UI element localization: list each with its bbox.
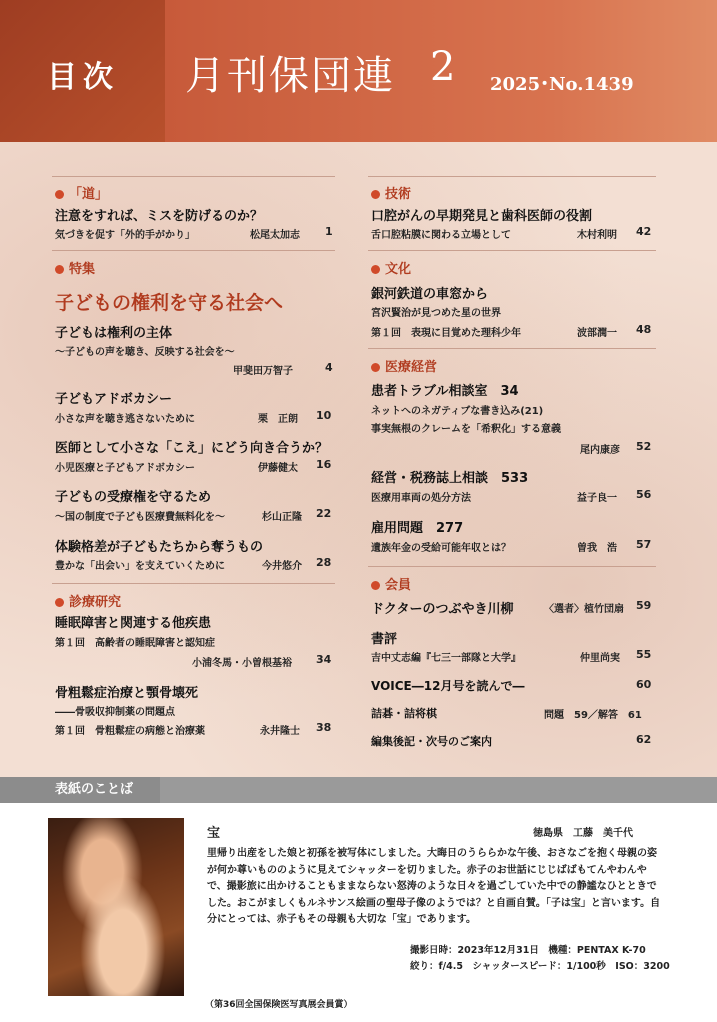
article-title[interactable]: 注意をすれば、ミスを防げるのか？ — [55, 209, 264, 224]
article-title[interactable]: 睡眠障害と関連する他疾患 — [55, 616, 212, 631]
section-divider — [52, 176, 335, 177]
article-title[interactable]: 口腔がんの早期発見と歯科医師の役割 — [371, 209, 593, 224]
photo-meta: 絞り：f/4.5 シャッタースピード：1/100秒 ISO：3200 — [410, 961, 670, 972]
bullet-icon — [55, 265, 64, 274]
section-label: 医療経営 — [385, 360, 438, 375]
article-subtitle: 医療用車両の処分方法 — [371, 493, 471, 504]
article-author: 甲斐田万智子 — [233, 366, 293, 377]
article-author: 木村利明 — [577, 230, 617, 241]
page-number: 1 — [325, 225, 333, 238]
article-title[interactable]: ドクターのつぶやき川柳 — [371, 602, 514, 617]
article-title[interactable]: 雇用問題 277 — [371, 521, 464, 536]
issue-month: 2 — [430, 44, 456, 90]
article-author: 伊藤健太 — [258, 463, 298, 474]
article-subtitle: ――骨吸収抑制薬の問題点 — [55, 707, 175, 718]
page-number: 4 — [325, 361, 333, 374]
article-author: 松尾太加志 — [250, 230, 300, 241]
cover-section-bar — [0, 777, 717, 803]
article-subtitle: ネットへのネガティブな書き込み(21) — [371, 406, 544, 417]
award-note: （第36回全国保険医写真展会員賞） — [205, 1000, 353, 1010]
section-label: 技術 — [385, 187, 412, 202]
section-divider — [368, 566, 656, 567]
article-subtitle: 第１回 高齢者の睡眠障害と認知症 — [55, 638, 215, 649]
page-number: 52 — [636, 440, 652, 453]
article-author: 波部潤一 — [577, 328, 617, 339]
article-title[interactable]: 患者トラブル相談室 34 — [371, 384, 519, 399]
article-subtitle: 遺族年金の受給可能年収とは？ — [371, 543, 511, 554]
section-label: 会員 — [385, 578, 412, 593]
feature-title: 子どもの権利を守る社会へ — [55, 292, 284, 314]
article-author: 益子良一 — [577, 493, 617, 504]
page-number: 56 — [636, 488, 652, 501]
article-title[interactable]: 体験格差が子どもたちから奪うもの — [55, 540, 264, 555]
article-author: 杉山正隆 — [262, 512, 302, 523]
photo-meta: 撮影日時：2023年12月31日 機種：PENTAX K-70 — [410, 945, 646, 956]
bullet-icon — [371, 581, 380, 590]
article-title[interactable]: 骨粗鬆症治療と顎骨壊死 — [55, 686, 199, 701]
section-divider — [52, 583, 335, 584]
article-subtitle: 吉中丈志編『七三一部隊と大学』 — [371, 653, 521, 664]
section-divider — [368, 348, 656, 349]
page-number: 34 — [316, 653, 332, 666]
article-title[interactable]: 経営・税務誌上相談 533 — [371, 471, 529, 486]
page-number: 10 — [316, 409, 332, 422]
page-number: 59 — [636, 599, 652, 612]
article-author: 曽我 浩 — [577, 543, 617, 554]
article-subtitle: ～国の制度で子ども医療費無料化を～ — [55, 512, 225, 523]
article-subtitle: 気づきを促す「外的手がかり」 — [55, 230, 195, 241]
bullet-icon — [371, 190, 380, 199]
article-author: 仲里尚実 — [580, 653, 620, 664]
page-number: 55 — [636, 648, 652, 661]
article-title[interactable]: 医師として小さな「こえ」にどう向き合うか？ — [55, 441, 329, 456]
article-author: 〈選者〉植竹団扇 — [544, 604, 624, 615]
cover-author: 徳島県 工藤 美千代 — [533, 828, 633, 839]
cover-photo — [48, 818, 184, 996]
article-title[interactable]: 書評 — [371, 632, 398, 647]
cover-description: 里帰り出産をした娘と初孫を被写体にしました。大晦日のうららかな午後、おさなごを抱く母親の姿が何か尊いもののように見えてシャッターを切りました。赤子のお世話にじじばばもてんやわんやで、撮影旅に出かけることもままならない怒涛のような日々を過ごしていた中での静謐なひとときでした。おこがましくもルネサンス絵画の聖母子像のようでは？と自画自賛。「子は宝」と言います。自分にとっては、赤子もその母親も大切な「宝」であります。 — [207, 848, 661, 925]
section-kaiin — [371, 574, 411, 593]
article-title[interactable]: 子どもは権利の主体 — [55, 326, 173, 341]
section-label: 診療研究 — [69, 595, 122, 610]
section-label: 特集 — [69, 262, 96, 277]
article-author: 尾内康彦 — [580, 445, 620, 456]
article-author: 小浦冬馬・小曽根基裕 — [192, 658, 292, 669]
article-title[interactable]: 子どもアドボカシー — [55, 392, 173, 407]
article-subtitle: 第１回 骨粗鬆症の病態と治療薬 — [55, 726, 205, 737]
article-pages: 問題 59／解答 61 — [544, 710, 642, 721]
article-subtitle: 小児医療と子どもアドボカシー — [55, 463, 195, 474]
magazine-title: 月刊保団連 — [185, 53, 395, 99]
section-divider — [368, 176, 656, 177]
article-subtitle: ～子どもの声を聴き、反映する社会を～ — [55, 347, 235, 358]
section-michi — [55, 183, 108, 202]
cover-section-label: 表紙のことば — [0, 777, 160, 803]
bullet-icon — [55, 190, 64, 199]
article-title[interactable]: 詰碁・詰将棋 — [371, 707, 437, 720]
page-number: 57 — [636, 538, 652, 551]
contents-heading: 目次 — [47, 60, 119, 95]
page-number: 48 — [636, 323, 652, 336]
section-gijutsu — [371, 183, 411, 202]
article-author: 今井悠介 — [262, 561, 302, 572]
bullet-icon — [55, 598, 64, 607]
page-number: 60 — [636, 678, 652, 691]
article-subtitle: 宮沢賢治が見つめた星の世界 — [371, 308, 501, 319]
section-label: 文化 — [385, 262, 412, 277]
article-subtitle: 舌口腔粘膜に関わる立場として — [371, 230, 511, 241]
section-iryo — [371, 356, 437, 375]
page-number: 42 — [636, 225, 652, 238]
section-divider — [52, 250, 335, 251]
article-title[interactable]: 編集後記・次号のご案内 — [371, 735, 492, 748]
section-tokushu — [55, 258, 95, 277]
article-subtitle: 第１回 表現に目覚めた理科少年 — [371, 328, 521, 339]
article-title[interactable]: 子どもの受療権を守るため — [55, 490, 212, 505]
article-title[interactable]: 銀河鉄道の車窓から — [371, 287, 489, 302]
issue-number: 2025･No.1439 — [490, 74, 634, 95]
article-author: 栗 正朗 — [258, 414, 298, 425]
section-bunka — [371, 258, 411, 277]
article-title[interactable]: VOICE―12月号を読んで― — [371, 679, 525, 693]
section-label: 「道」 — [69, 187, 109, 202]
article-author: 永井隆士 — [260, 726, 300, 737]
page-number: 22 — [316, 507, 332, 520]
section-shinryo — [55, 591, 121, 610]
bullet-icon — [371, 265, 380, 274]
article-subtitle: 小さな声を聴き逃さないために — [55, 414, 195, 425]
bullet-icon — [371, 363, 380, 372]
article-subtitle: 事実無根のクレームを「希釈化」する意義 — [371, 424, 561, 435]
page-number: 16 — [316, 458, 332, 471]
page-number: 62 — [636, 733, 652, 746]
section-divider — [368, 250, 656, 251]
page-number: 38 — [316, 721, 332, 734]
page-number: 28 — [316, 556, 332, 569]
article-subtitle: 豊かな「出会い」を支えていくために — [55, 561, 225, 572]
cover-title: 宝 — [207, 826, 221, 841]
